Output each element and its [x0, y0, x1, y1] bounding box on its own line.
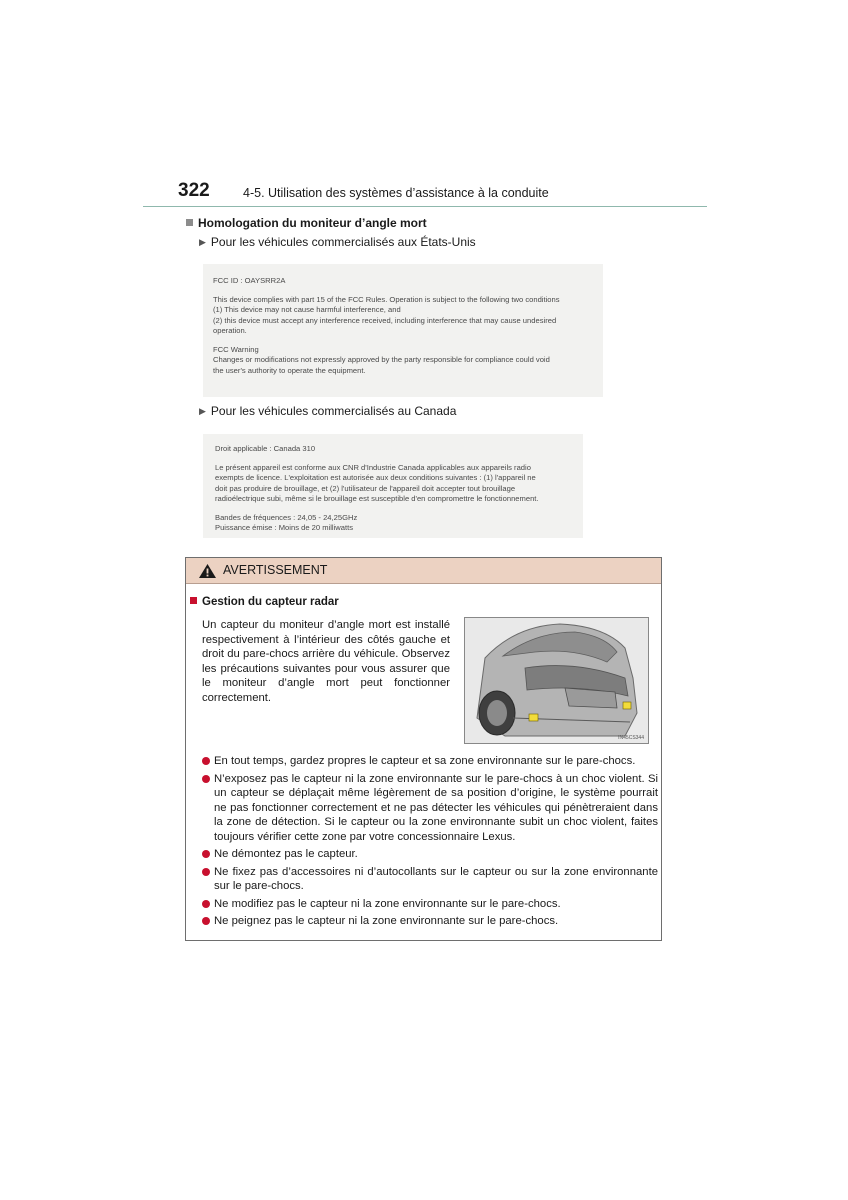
red-bullet-icon: [202, 775, 210, 783]
canada-subheading: [199, 404, 456, 418]
header-divider: [143, 206, 707, 207]
label-line: radioélectrique subi, même si le brouillage est susceptible d'en compromettre le fonctionnement.: [215, 494, 539, 503]
warning-header: [186, 558, 661, 584]
label-line: Le présent appareil est conforme aux CNR d'Industrie Canada applicables aux appareils radio: [215, 462, 531, 472]
section-heading: [186, 216, 427, 230]
list-item: [202, 754, 658, 769]
label-line: (1) This device may not cause harmful interference, and: [213, 305, 401, 314]
car-rear-illustration: [464, 617, 649, 744]
warning-title: AVERTISSEMENT: [223, 563, 328, 577]
list-item: [202, 865, 658, 894]
label-line: the user's authority to operate the equipment.: [213, 365, 366, 375]
red-square-icon: [190, 597, 197, 604]
page-number: 322: [178, 180, 210, 201]
section-heading-text: Homologation du moniteur d’angle mort: [198, 216, 427, 230]
list-item: [202, 897, 658, 912]
label-line: doit pas produire de brouillage, et (2) l'utilisateur de l'appareil doit accepter tout brouillage: [215, 483, 516, 493]
warning-section-title: [190, 596, 339, 608]
fcc-label-image: [203, 264, 603, 397]
label-line: FCC ID : OAYSRR2A: [213, 276, 286, 285]
list-item: [202, 847, 658, 862]
label-line: Bandes de fréquences : 24,05 - 24,25GHz: [215, 512, 358, 522]
label-line: Puissance émise : Moins de 20 milliwatts: [215, 523, 354, 532]
us-subheading-text: Pour les véhicules commercialisés aux États-Unis: [210, 235, 476, 249]
warning-triangle-icon: [198, 563, 217, 579]
list-item: [202, 772, 658, 845]
car-rear-icon: [465, 618, 648, 743]
bullet-text: Ne peignez pas le capteur ni la zone environnante sur le pare-chocs.: [214, 915, 559, 927]
warning-bullet-list: [202, 754, 658, 932]
warning-paragraph: Un capteur du moniteur d’angle mort est installé respectivement à l’intérieur des côtés gauche et droit du pare-chocs arrière du véhicule. Observez les précautions suivantes pour vous assurer que le moniteur d’angle mort peut fonctionner correctement.: [202, 619, 450, 704]
label-line: Droit applicable : Canada 310: [215, 444, 316, 453]
bullet-text: N’exposez pas le capteur ni la zone environnante sur le pare-chocs à un choc violent. Si un capteur se déplaçait même légèrement de sa position d’origine, le système pourrait ne pas fonctionner correctement et ne pas détecter les véhicules qui pénètreraient dans la zone de détection. Si le capteur ou la zone environnante subit un choc violent, faites toujours vérifier cette zone par votre concessionnaire Lexus.: [214, 772, 658, 843]
bullet-text: Ne modifiez pas le capteur ni la zone environnante sur le pare-chocs.: [214, 897, 561, 910]
warning-box: [185, 557, 662, 941]
red-bullet-icon: [202, 850, 210, 858]
red-bullet-icon: [202, 757, 210, 765]
us-subheading: [199, 235, 476, 249]
label-line: FCC Warning: [213, 344, 259, 354]
triangle-right-icon: ▶: [199, 406, 206, 416]
label-line: operation.: [213, 326, 247, 335]
bullet-text: Ne fixez pas d’accessoires ni d’autocollants sur le capteur ou sur la zone environnante sur le pare-chocs.: [214, 865, 658, 892]
image-code: IN45CS344: [618, 735, 644, 741]
grey-square-icon: [186, 219, 193, 226]
canada-subheading-text: Pour les véhicules commercialisés au Canada: [210, 404, 457, 418]
label-line: (2) this device must accept any interference received, including interference that may cause undesired: [213, 315, 557, 325]
triangle-right-icon: ▶: [199, 237, 206, 247]
canada-label-image: [203, 434, 583, 538]
label-line: exempts de licence. L'exploitation est autorisée aux deux conditions suivantes : (1) l'appareil ne: [215, 473, 536, 482]
bullet-text: Ne démontez pas le capteur.: [214, 848, 358, 860]
bullet-text: En tout temps, gardez propres le capteur et sa zone environnante sur le pare-chocs.: [214, 755, 636, 767]
label-line: This device complies with part 15 of the FCC Rules. Operation is subject to the following two conditions: [213, 294, 560, 304]
chapter-title: 4-5. Utilisation des systèmes d’assistance à la conduite: [243, 186, 549, 200]
warning-section-text: Gestion du capteur radar: [202, 596, 339, 608]
red-bullet-icon: [202, 868, 210, 876]
red-bullet-icon: [202, 900, 210, 908]
label-line: Changes or modifications not expressly approved by the party responsible for compliance could void: [213, 355, 550, 364]
list-item: [202, 914, 658, 929]
red-bullet-icon: [202, 917, 210, 925]
